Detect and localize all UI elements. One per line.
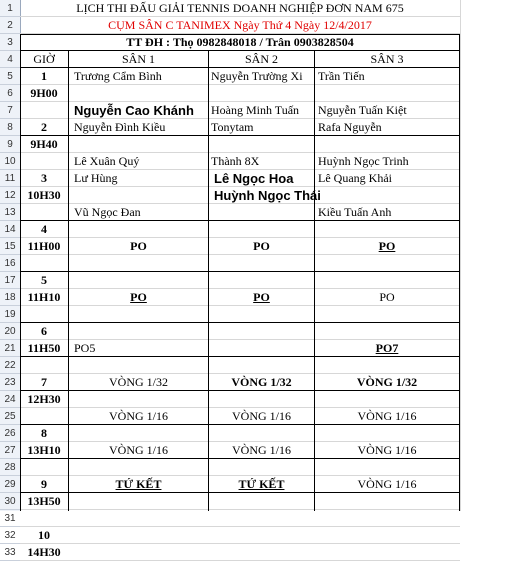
cell-r5-san3[interactable]: Trần Tiến bbox=[318, 69, 365, 83]
cell-r24-san3[interactable]: VÒNG 1/32 bbox=[356, 375, 418, 389]
row-number[interactable]: 12 bbox=[0, 187, 20, 204]
row-number[interactable]: 1 bbox=[0, 0, 20, 17]
row-number[interactable]: 5 bbox=[0, 68, 20, 85]
cell-r15-san2[interactable]: PO bbox=[253, 239, 270, 253]
row-number[interactable]: 19 bbox=[0, 306, 20, 323]
row-gridline bbox=[20, 509, 460, 510]
row-number[interactable]: 17 bbox=[0, 272, 20, 289]
page-subtitle: CỤM SÂN C TANIMEX Ngày Thứ 4 Ngày 12/4/2017 bbox=[108, 18, 372, 32]
cell-r8-san1[interactable]: Nguyễn Đình Kiều bbox=[74, 120, 166, 134]
row-number[interactable]: 15 bbox=[0, 238, 20, 255]
cell-r15-san1[interactable]: PO bbox=[130, 239, 147, 253]
row-number[interactable]: 26 bbox=[0, 425, 20, 442]
row-number[interactable]: 16 bbox=[0, 255, 20, 272]
row-number[interactable]: 3 bbox=[0, 34, 20, 51]
row-number[interactable]: 27 bbox=[0, 442, 20, 459]
row-number[interactable]: 4 bbox=[0, 51, 20, 68]
row-number[interactable]: 8 bbox=[0, 119, 20, 136]
row-number[interactable]: 29 bbox=[0, 476, 20, 493]
row-number[interactable]: 32 bbox=[0, 527, 20, 544]
slot-time[interactable]: 13H50 bbox=[27, 494, 61, 508]
row-number[interactable]: 7 bbox=[0, 102, 20, 119]
cell-r5-san2[interactable]: Nguyễn Trường Xi bbox=[211, 69, 303, 83]
row-gridline bbox=[20, 526, 460, 527]
empty-grid-area[interactable] bbox=[460, 0, 512, 511]
contact-info: TT ĐH : Thọ 0982848018 / Trân 0903828504 bbox=[126, 35, 354, 49]
cell-r5-san1[interactable]: Trương Cẩm Bình bbox=[74, 69, 162, 83]
slot-number[interactable]: 5 bbox=[41, 273, 47, 287]
slot-number[interactable]: 4 bbox=[41, 222, 47, 236]
header-gio: GIỜ bbox=[33, 52, 55, 66]
cell-r11-san2[interactable]: Lê Ngọc Hoa bbox=[214, 171, 294, 186]
slot-time[interactable]: 12H30 bbox=[27, 392, 61, 406]
slot-number[interactable]: 8 bbox=[41, 426, 47, 440]
cell-r7-san1[interactable]: Nguyễn Cao Khánh bbox=[74, 103, 194, 118]
slot-time[interactable]: 10H30 bbox=[27, 188, 61, 202]
cell-r24-san2[interactable]: VÒNG 1/32 bbox=[231, 375, 292, 389]
row-number[interactable]: 30 bbox=[0, 493, 20, 510]
table-border bbox=[20, 271, 460, 272]
row-number[interactable]: 6 bbox=[0, 85, 20, 102]
cell-r21-san3[interactable]: PO7 bbox=[375, 341, 399, 355]
row-number[interactable]: 25 bbox=[0, 408, 20, 425]
header-san2: SÂN 2 bbox=[244, 52, 278, 66]
cell-r30-san3[interactable]: VÒNG 1/16 bbox=[357, 443, 417, 457]
slot-number[interactable]: 9 bbox=[41, 477, 47, 491]
cell-r11-san1[interactable]: Lư Hùng bbox=[74, 171, 118, 185]
cell-r18-san2[interactable]: PO bbox=[253, 290, 270, 304]
cell-r27-san3[interactable]: VÒNG 1/16 bbox=[357, 409, 417, 423]
cell-r33-san1[interactable]: TỨ KẾT bbox=[115, 477, 162, 491]
slot-time[interactable]: 11H10 bbox=[27, 290, 61, 304]
cell-r18-san3[interactable]: PO bbox=[379, 290, 395, 304]
cell-r13-san1[interactable]: Vũ Ngọc Đan bbox=[74, 205, 141, 219]
cell-r7-san2[interactable]: Hoàng Minh Tuấn bbox=[211, 103, 300, 117]
cell-r12-san2[interactable]: Huỳnh Ngọc Thái bbox=[214, 188, 321, 203]
slot-time[interactable]: 9H40 bbox=[30, 137, 58, 151]
row-number[interactable]: 23 bbox=[0, 374, 20, 391]
cell-r10-san2[interactable]: Thành 8X bbox=[211, 154, 260, 168]
slot-number[interactable]: 3 bbox=[41, 171, 47, 185]
row-header-column bbox=[0, 0, 21, 558]
cell-r13-san3[interactable]: Kiều Tuấn Anh bbox=[318, 205, 392, 219]
row-number[interactable]: 11 bbox=[0, 170, 20, 187]
row-number[interactable]: 28 bbox=[0, 459, 20, 476]
cell-r7-san3[interactable]: Nguyễn Tuấn Kiệt bbox=[318, 103, 407, 117]
slot-number[interactable]: 10 bbox=[38, 528, 50, 542]
row-number[interactable]: 10 bbox=[0, 153, 20, 170]
cell-r33-san3[interactable]: VÒNG 1/16 bbox=[357, 477, 417, 491]
cell-r27-san2[interactable]: VÒNG 1/16 bbox=[232, 409, 291, 423]
row-number[interactable]: 2 bbox=[0, 17, 20, 34]
cell-r8-san3[interactable]: Rafa Nguyễn bbox=[318, 120, 382, 134]
slot-time[interactable]: 11H00 bbox=[27, 239, 61, 253]
cell-r30-san1[interactable]: VÒNG 1/16 bbox=[109, 443, 168, 457]
row-number[interactable]: 18 bbox=[0, 289, 20, 306]
row-number[interactable]: 13 bbox=[0, 204, 20, 221]
cell-r24-san1[interactable]: VÒNG 1/32 bbox=[109, 375, 168, 389]
cell-r21-san1[interactable]: PO5 bbox=[74, 341, 96, 355]
slot-time[interactable]: 9H00 bbox=[30, 86, 58, 100]
slot-number[interactable]: 1 bbox=[41, 69, 47, 83]
table-border bbox=[20, 322, 460, 323]
cell-r15-san3[interactable]: PO bbox=[378, 239, 396, 253]
header-san1: SÂN 1 bbox=[121, 52, 155, 66]
cell-r30-san2[interactable]: VÒNG 1/16 bbox=[232, 443, 291, 457]
row-number[interactable]: 20 bbox=[0, 323, 20, 340]
cell-r18-san1[interactable]: PO bbox=[130, 290, 147, 304]
row-gridline bbox=[20, 543, 460, 544]
row-number[interactable]: 24 bbox=[0, 391, 20, 408]
row-number[interactable]: 9 bbox=[0, 136, 20, 153]
cell-r10-san3[interactable]: Huỳnh Ngọc Trinh bbox=[318, 154, 409, 168]
slot-time[interactable]: 11H50 bbox=[27, 341, 61, 355]
slot-time[interactable]: 13H10 bbox=[27, 443, 61, 457]
row-number[interactable]: 31 bbox=[0, 510, 20, 527]
page-title: LỊCH THI ĐẤU GIẢI TENNIS DOANH NGHIỆP ĐƠN NAM 675 bbox=[76, 1, 404, 15]
cell-r10-san1[interactable]: Lê Xuân Quý bbox=[74, 154, 140, 168]
row-number[interactable]: 14 bbox=[0, 221, 20, 238]
slot-number[interactable]: 6 bbox=[41, 324, 47, 338]
slot-number[interactable]: 7 bbox=[41, 375, 47, 389]
cell-r27-san1[interactable]: VÒNG 1/16 bbox=[109, 409, 168, 423]
cell-r33-san2[interactable]: TỨ KẾT bbox=[238, 477, 285, 491]
slot-time[interactable]: 14H30 bbox=[27, 545, 61, 559]
row-number[interactable]: 22 bbox=[0, 357, 20, 374]
row-number[interactable]: 33 bbox=[0, 544, 20, 561]
row-number[interactable]: 21 bbox=[0, 340, 20, 357]
header-san3: SÂN 3 bbox=[370, 52, 404, 66]
table-border bbox=[459, 34, 460, 511]
cell-r8-san2[interactable]: Tonytam bbox=[211, 120, 254, 134]
cell-r11-san3[interactable]: Lê Quang Khải bbox=[318, 171, 392, 185]
slot-number[interactable]: 2 bbox=[41, 120, 47, 134]
